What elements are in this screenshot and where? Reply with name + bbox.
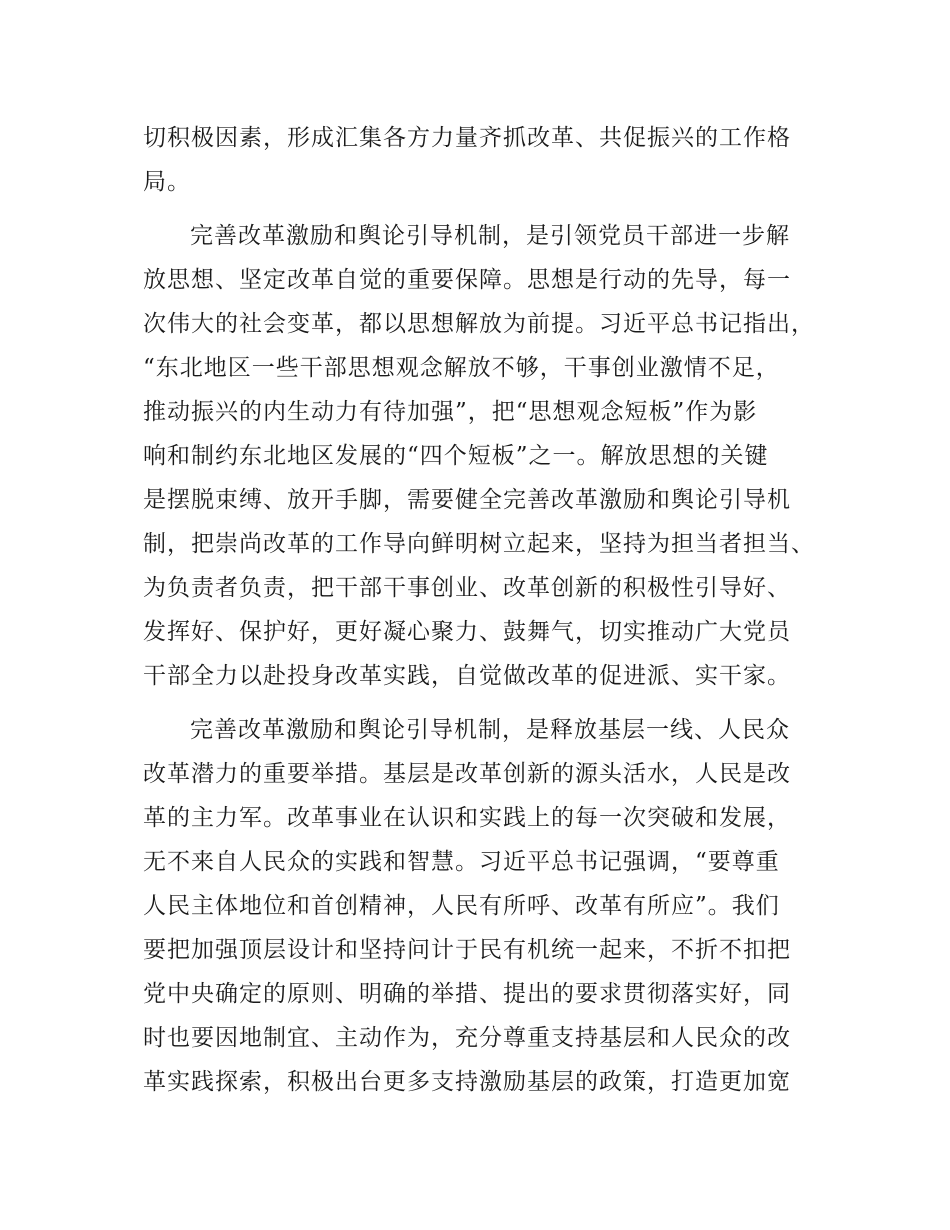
paragraph-1-line-2: 局。 (143, 169, 191, 195)
paragraph-2-line-3: 次伟大的社会变革，都以思想解放为前提。习近平总书记指出， (143, 311, 815, 337)
paragraph-2-line-8: 制，把崇尚改革的工作导向鲜明树立起来，坚持为担当者担当、 (143, 531, 815, 557)
paragraph-3-line-1: 完善改革激励和舆论引导机制，是释放基层一线、人民众 (190, 717, 790, 743)
paragraph-3-line-4: 无不来自人民众的实践和智慧。习近平总书记强调，“要尊重 (143, 849, 780, 875)
paragraph-2-line-6: 响和制约东北地区发展的“四个短板”之一。解放思想的关键 (143, 443, 769, 469)
paragraph-2-line-9: 为负责者负责，把干部干事创业、改革创新的积极性引导好、 (143, 575, 791, 601)
paragraph-3-line-2: 改革潜力的重要举措。基层是改革创新的源头活水，人民是改 (143, 761, 791, 787)
paragraph-3-line-9: 革实践探索，积极出台更多支持激励基层的政策，打造更加宽 (143, 1069, 791, 1095)
paragraph-3-line-3: 革的主力军。改革事业在认识和实践上的每一次突破和发展， (143, 805, 791, 831)
paragraph-2-line-7: 是摆脱束缚、放开手脚，需要健全完善改革激励和舆论引导机 (143, 487, 791, 513)
paragraph-3-line-7: 党中央确定的原则、明确的举措、提出的要求贯彻落实好，同 (143, 981, 791, 1007)
paragraph-3-line-8: 时也要因地制宜、主动作为，充分尊重支持基层和人民众的改 (143, 1025, 791, 1051)
paragraph-3-line-6: 要把加强顶层设计和坚持问计于民有机统一起来，不折不扣把 (143, 937, 791, 963)
paragraph-2-line-5: 推动振兴的内生动力有待加强”，把“思想观念短板”作为影 (143, 399, 758, 425)
paragraph-2-line-1: 完善改革激励和舆论引导机制，是引领党员干部进一步解 (190, 223, 790, 249)
paragraph-2-line-11: 干部全力以赴投身改革实践，自觉做改革的促进派、实干家。 (143, 663, 791, 689)
paragraph-2-line-2: 放思想、坚定改革自觉的重要保障。思想是行动的先导，每一 (143, 267, 791, 293)
paragraph-1-line-1: 切积极因素，形成汇集各方力量齐抓改革、共促振兴的工作格 (143, 125, 791, 151)
paragraph-2-line-10: 发挥好、保护好，更好凝心聚力、鼓舞气，切实推动广大党员 (143, 619, 791, 645)
paragraph-2-line-4: “东北地区一些干部思想观念解放不够，干事创业激情不足， (143, 355, 780, 381)
paragraph-3-line-5: 人民主体地位和首创精神，人民有所呼、改革有所应”。我们 (143, 893, 780, 919)
